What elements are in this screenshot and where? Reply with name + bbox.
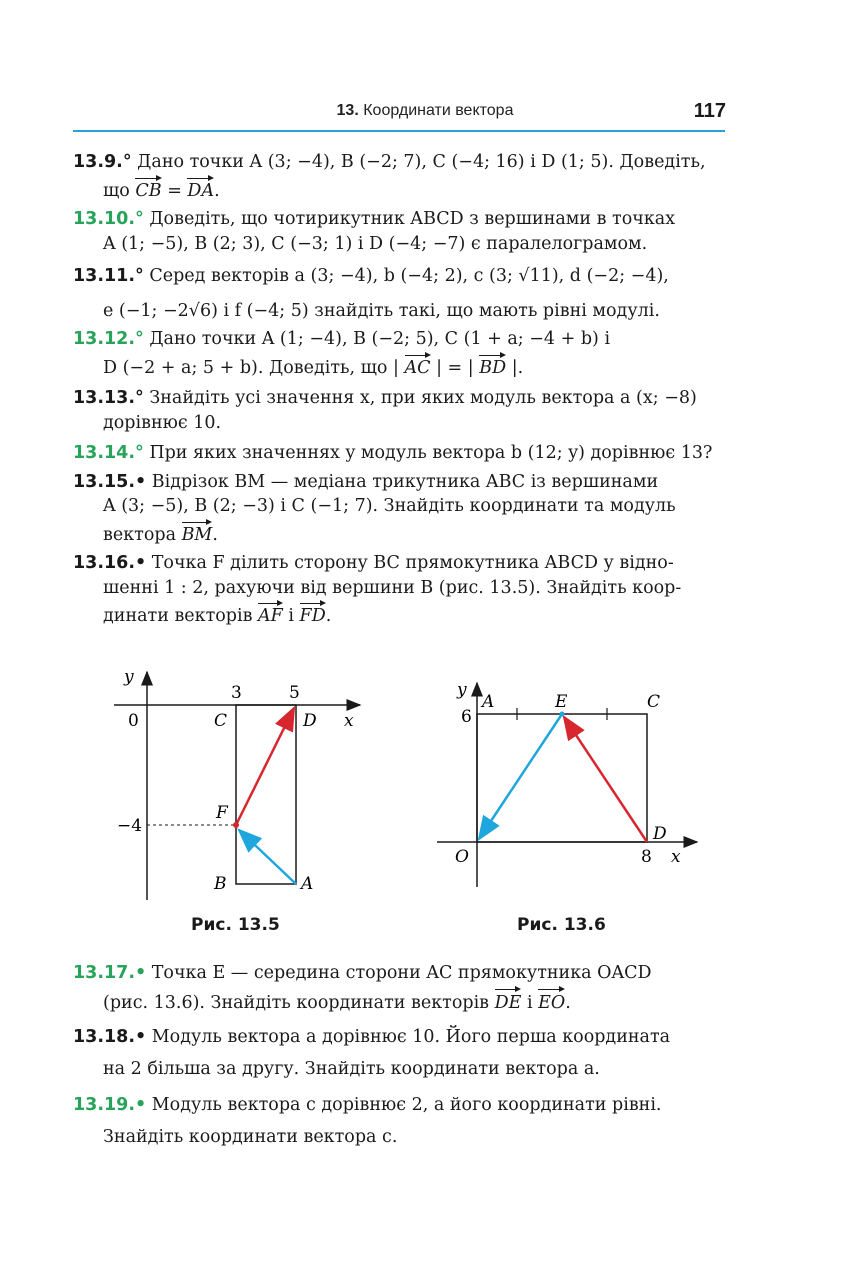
problem-number: 13.15.• xyxy=(73,471,147,492)
problem-text: Точка F ділить сторону BC прямокутника ABCD у відно- xyxy=(146,553,674,573)
section-number: 13. xyxy=(336,102,359,119)
problem-13-17: 13.17.• Точка E — середина сторони AC прямокутника OACD (рис. 13.6). Знайдіть координати векторів DE і EO. xyxy=(73,960,725,1016)
problem-13-16: 13.16.• Точка F ділить сторону BC прямокутника ABCD у відно- шенні 1 : 2, рахуючи від вершини B (рис. 13.5). Знайдіть коор- динати векторів AF і FD. xyxy=(73,551,725,629)
period: . xyxy=(517,357,524,378)
rectangle-oacd xyxy=(477,714,647,842)
problem-13-19 xyxy=(73,1092,725,1150)
vector-eo-arrow xyxy=(479,714,562,839)
problem-13-12 xyxy=(73,327,725,380)
label-b: B xyxy=(214,874,227,894)
problem-text: (рис. 13.6). Знайдіть координати векторів xyxy=(103,993,495,1013)
problem-number: 13.18.• xyxy=(73,1027,147,1047)
point-e xyxy=(560,712,565,717)
label-d: D xyxy=(653,824,667,844)
label-a: A xyxy=(482,692,495,712)
problem-text: e (−1; −2√6) і f (−4; 5) знайдіть такі, що мають рівні модулі. xyxy=(103,300,660,321)
problem-number: 13.16.• xyxy=(73,553,147,573)
vector-af: AF xyxy=(258,600,283,629)
label-x: x xyxy=(671,847,681,867)
problem-text: Дано точки xyxy=(137,152,250,172)
vector-cb: CB xyxy=(135,175,161,204)
problem-text: Модуль вектора c дорівнює 2, а його координати рівні. xyxy=(146,1095,662,1115)
label-x: x xyxy=(344,711,354,731)
vector-de-arrow xyxy=(564,717,647,842)
label-zero: 0 xyxy=(128,711,139,731)
label-minus4: −4 xyxy=(117,816,143,836)
period: . xyxy=(214,180,220,201)
header-rule xyxy=(73,130,725,132)
label-y: y xyxy=(124,667,134,687)
vector-fd: FD xyxy=(300,600,326,629)
problem-text: Серед векторів a (3; −4), b (−4; 2), c (3; √11), d (−2; −4), xyxy=(143,266,669,286)
label-six: 6 xyxy=(461,707,472,727)
problem-text: Відрізок BM — медіана трикутника ABC із вершинами xyxy=(146,471,659,492)
problem-text: шенні 1 : 2, рахуючи від вершини B (рис. 13.5). Знайдіть коор- xyxy=(103,577,682,598)
problem-number: 13.13.° xyxy=(73,388,144,408)
problem-text: на 2 більша за другу. Знайдіть координати вектора a. xyxy=(103,1059,600,1079)
label-d: D xyxy=(303,711,317,731)
problem-text: Точка E — середина сторони AC прямокутника OACD xyxy=(146,963,652,983)
problem-13-11 xyxy=(73,264,725,323)
problem-number: 13.17.• xyxy=(73,963,147,983)
problem-text: A (3; −4), B (−2; 7), C (−4; 16) і D (1; 5). Доведіть, xyxy=(249,152,706,172)
problem-number: 13.9.° xyxy=(73,152,132,172)
figure-13-6 xyxy=(435,675,705,895)
label-e: E xyxy=(555,692,568,712)
problem-text: Знайдіть координати вектора c. xyxy=(103,1127,398,1147)
problem-number: 13.14.° xyxy=(73,443,144,463)
problem-text: Доведіть, що чотирикутник ABCD з вершинами в точках xyxy=(143,209,676,229)
figure-13-6-caption: Рис. 13.6 xyxy=(517,915,606,935)
problem-13-18 xyxy=(73,1024,725,1082)
point-f xyxy=(233,822,239,828)
label-f: F xyxy=(216,803,228,823)
problem-13-9 xyxy=(73,150,725,203)
label-five: 5 xyxy=(289,683,300,703)
problem-number: 13.10.° xyxy=(73,209,144,229)
label-three: 3 xyxy=(231,683,242,703)
problem-text: A (3; −5), B (2; −3) і C (−1; 7). Знайдіть координати та модуль xyxy=(103,496,676,516)
problem-text: Дано точки A (1; −4), B (−2; 5), C (1 + a; −4 + b) і xyxy=(143,329,611,349)
problem-number: 13.11.° xyxy=(73,266,144,286)
problem-13-15: 13.15.• Відрізок BM — медіана трикутника ABC із вершинами A (3; −5), B (2; −3) і C (−1; 7). Знайдіть координати та модуль вектора BM. xyxy=(73,470,725,548)
section-title: Координати вектора xyxy=(363,102,514,119)
vector-fd-arrow xyxy=(236,708,294,825)
figure-13-5 xyxy=(100,660,380,900)
problem-text: При яких значеннях y модуль вектора b (12; y) дорівнює 13? xyxy=(143,443,713,463)
vector-bm: BM xyxy=(182,519,213,548)
problem-text: вектора xyxy=(103,524,182,545)
modulus-equation: | AC | = | BD | xyxy=(393,358,518,378)
vector-da: DA xyxy=(187,175,214,204)
label-c: C xyxy=(647,692,661,712)
label-c: C xyxy=(214,711,228,731)
problem-13-14 xyxy=(73,441,725,466)
label-y: y xyxy=(457,680,467,700)
problem-text: дорівнює 10. xyxy=(103,412,222,433)
vector-de: DE xyxy=(495,986,522,1016)
problem-text: D (−2 + a; 5 + b). Доведіть, що xyxy=(103,357,394,378)
figure-13-5-caption: Рис. 13.5 xyxy=(191,915,280,935)
problem-list-top xyxy=(73,150,725,633)
problem-text: Знайдіть усі значення x, при яких модуль вектора a (x; −8) xyxy=(143,388,697,408)
problem-13-10 xyxy=(73,207,725,256)
problem-number: 13.19.• xyxy=(73,1095,147,1115)
problem-number: 13.12.° xyxy=(73,329,144,349)
vector-af-arrow xyxy=(239,830,296,884)
problem-13-13 xyxy=(73,386,725,435)
label-eight: 8 xyxy=(641,847,652,867)
equals-sign: = xyxy=(161,180,188,201)
page-number: 117 xyxy=(693,100,726,122)
problem-text: A (1; −5), B (2; 3), C (−3; 1) і D (−4; −7) є паралелограмом. xyxy=(103,233,648,254)
label-o: O xyxy=(455,847,469,867)
vector-eo: EO xyxy=(538,986,565,1016)
problem-list-bottom xyxy=(73,960,725,1154)
problem-text: Модуль вектора a дорівнює 10. Його перша координата xyxy=(146,1027,671,1047)
problem-text: що xyxy=(103,180,136,201)
label-a: A xyxy=(301,874,314,894)
problem-text: динати векторів xyxy=(103,606,259,626)
